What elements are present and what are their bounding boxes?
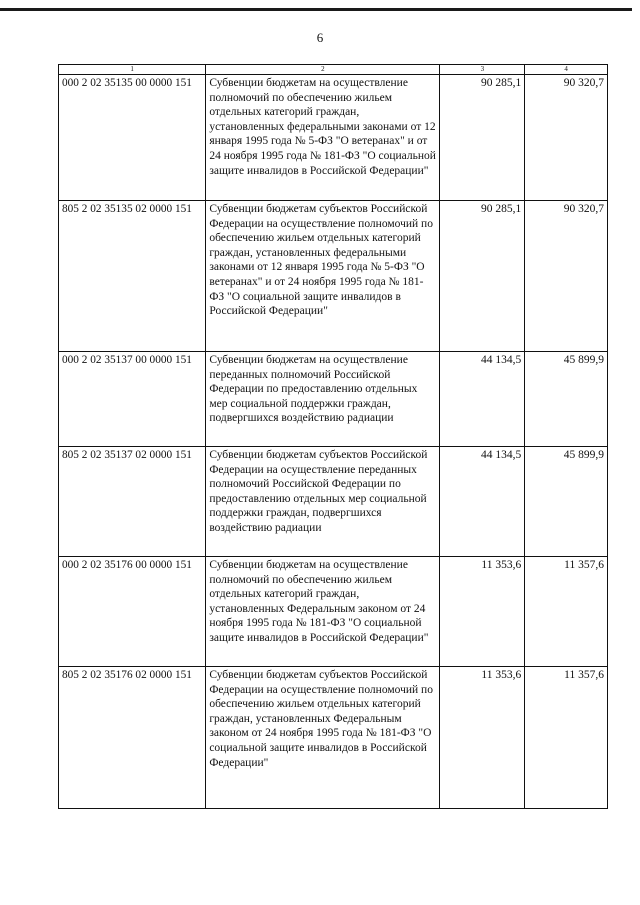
column-header-value-1: 3 (440, 65, 525, 75)
value-2-cell: 11 357,6 (525, 667, 608, 809)
description-cell: Субвенции бюджетам субъектов Российской Федерации на осуществление полномочий по обеспечению жильем отдельных категорий граждан, установленных Федеральным законом от 24 ноября 1995 года № 181-ФЗ "О социальной защите инвалидов в Российской Федерации" (206, 667, 440, 809)
budget-code-cell: 000 2 02 35137 00 0000 151 (59, 352, 206, 447)
budget-table (58, 64, 608, 809)
description-cell: Субвенции бюджетам субъектов Российской Федерации на осуществление переданных полномочий Российской Федерации по предоставлению отдельных мер социальной поддержки граждан, подвергшихся воздействию радиации (206, 447, 440, 557)
top-rule (0, 8, 632, 11)
value-1-cell: 11 353,6 (440, 667, 525, 809)
column-header-value-2: 4 (525, 65, 608, 75)
value-1-cell: 44 134,5 (440, 352, 525, 447)
budget-code-cell: 805 2 02 35137 02 0000 151 (59, 447, 206, 557)
column-header-code: 1 (59, 65, 206, 75)
value-1-cell: 90 285,1 (440, 201, 525, 352)
description-cell: Субвенции бюджетам на осуществление полномочий по обеспечению жильем отдельных категорий граждан, установленных федеральными законами от 12 января 1995 года № 5-ФЗ "О ветеранах" и от 24 ноября 1995 года № 181-ФЗ "О социальной защите инвалидов в Российской Федерации" (206, 75, 440, 201)
description-cell: Субвенции бюджетам на осуществление переданных полномочий Российской Федерации по предоставлению отдельных мер социальной поддержки граждан, подвергшихся воздействию радиации (206, 352, 440, 447)
table-row (59, 75, 608, 201)
value-1-cell: 44 134,5 (440, 447, 525, 557)
value-2-cell: 45 899,9 (525, 447, 608, 557)
page-number: 6 (316, 30, 324, 45)
value-2-cell: 45 899,9 (525, 352, 608, 447)
table-row (59, 667, 608, 809)
budget-code-cell: 805 2 02 35176 02 0000 151 (59, 667, 206, 809)
value-2-cell: 90 320,7 (525, 75, 608, 201)
description-cell: Субвенции бюджетам на осуществление полномочий по обеспечению жильем отдельных категорий граждан, установленных Федеральным законом от 24 ноября 1995 года № 181-ФЗ "О социальной защите инвалидов в Российской Федерации" (206, 557, 440, 667)
column-header-name: 2 (206, 65, 440, 75)
budget-code-cell: 000 2 02 35135 00 0000 151 (59, 75, 206, 201)
value-2-cell: 11 357,6 (525, 557, 608, 667)
table-row (59, 447, 608, 557)
table-row (59, 352, 608, 447)
budget-code-cell: 000 2 02 35176 00 0000 151 (59, 557, 206, 667)
table-row (59, 557, 608, 667)
value-2-cell: 90 320,7 (525, 201, 608, 352)
description-cell: Субвенции бюджетам субъектов Российской Федерации на осуществление полномочий по обеспечению жильем отдельных категорий граждан, установленных федеральными законами от 12 января 1995 года № 5-ФЗ "О ветеранах" и от 24 ноября 1995 года № 181-ФЗ "О социальной защите инвалидов в Российской Федерации" (206, 201, 440, 352)
value-1-cell: 90 285,1 (440, 75, 525, 201)
table-row (59, 201, 608, 352)
budget-code-cell: 805 2 02 35135 02 0000 151 (59, 201, 206, 352)
value-1-cell: 11 353,6 (440, 557, 525, 667)
table-header-row (59, 65, 608, 75)
